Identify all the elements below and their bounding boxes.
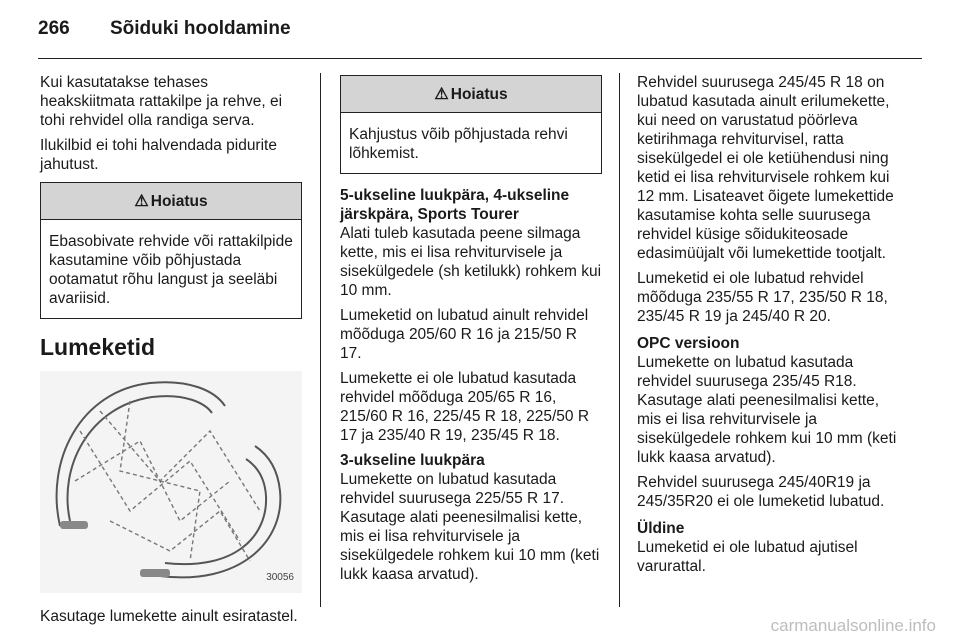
paragraph: Lumekette ei ole lubatud kasutada rehvidel mõõduga 205/65 R 16, 215/60 R 16, 225/45 R 18, 225/50 R 17 ja 235/40 R 19, 235/45 R 18. [340, 370, 590, 444]
column-divider [619, 73, 620, 607]
warning-box [340, 75, 602, 174]
warning-title: Hoiatus [150, 192, 208, 210]
warning-box [40, 182, 302, 319]
snow-chain-figure [40, 371, 302, 593]
column-3 [637, 73, 905, 582]
paragraph: Lumekette on lubatud kasutada rehvidel suurusega 235/45 R18. Kasutage alati peenesilmalisi kette, mis ei lisa rehviturvisele ja sisekülgedele rohkem kui 10 mm (keti lukk kaasa arvatud). [637, 354, 897, 466]
page-number: 266 [38, 18, 70, 39]
chain-link-d [110, 511, 250, 561]
paragraph: Lumeketid ei ole lubatud ajutisel varurattal. [637, 539, 858, 575]
column-1 [40, 73, 302, 632]
warning-icon: ⚠ [134, 192, 149, 210]
tensioner-right [140, 569, 170, 577]
chain-link-a [80, 431, 240, 541]
figure-number: 30056 [266, 572, 294, 583]
paragraph: Lumeketid ei ole lubatud rehvidel mõõduga 235/55 R 17, 235/50 R 18, 235/45 R 19 ja 245/40 R 20. [637, 270, 888, 325]
paragraph: Lumekette on lubatud kasutada rehvidel suurusega 225/55 R 17. Kasutage alati peenesilmalisi kette, mis ei lisa rehviturvisele ja sisekülgedele rohkem kui 10 mm (keti lukk kaasa arvatud). [340, 471, 600, 583]
paragraph: Kui kasutatakse tehases heakskiitmata rattakilpe ja rehve, ei tohi rehvidel olla randiga serva. [40, 74, 283, 129]
warning-header [341, 76, 601, 113]
page-title: Sõiduki hooldamine [110, 18, 291, 39]
warning-title: Hoiatus [450, 85, 508, 103]
figure-caption: Kasutage lumekette ainult esiratastel. [40, 608, 298, 625]
warning-icon: ⚠ [434, 85, 449, 103]
subsection-title: 3-ukseline luukpära [340, 452, 485, 469]
watermark: carmanualsonline.info [770, 616, 936, 635]
paragraph: Rehvidel suurusega 245/45 R 18 on lubatud kasutada ainult erilumekette, kui need on varustatud pöörleva ketirihmaga rehviturvisel, ratta sisekülgedel ei ole ketiühendusi ning ketid ei lisa rehviturvisele rohkem kui 12 mm. Lisateavet õigete lumekettide kasutamise kohta selle suurusega rehvidel küsige sõidukiteosade edasimüüjalt või lumekettide tootjalt. [637, 74, 894, 262]
chain-link-c [75, 441, 230, 521]
warning-text: Kahjustus võib põhjustada rehvi lõhkemist. [349, 126, 568, 162]
warning-header [41, 183, 301, 220]
column-2 [340, 73, 602, 590]
subsection-title: Üldine [637, 520, 685, 537]
paragraph: Alati tuleb kasutada peene silmaga kette, mis ei lisa rehviturvisele ja sisekülgedele (sh ketilukk) rohkem kui 10 mm. [340, 225, 602, 299]
chain-link-b [100, 411, 260, 511]
warning-text: Ebasobivate rehvide või rattakilpide kasutamine võib põhjustada ootamatut rõhu langust ja seeläbi avariisid. [49, 233, 293, 307]
subsection-title: 5-ukseline luukpära, 4-ukseline järskpära, Sports Tourer [340, 187, 570, 223]
subsection-title: OPC versioon [637, 335, 740, 352]
paragraph: Rehvidel suurusega 245/40R19 ja 245/35R20 ei ole lumeketid lubatud. [637, 474, 885, 510]
column-divider [320, 73, 321, 607]
header-rule [38, 58, 922, 59]
snow-chain-illustration [40, 371, 302, 593]
chain-outer-ring-right [160, 446, 280, 577]
chain-inner-ring-right [165, 459, 266, 564]
page-header [38, 18, 291, 40]
tensioner-left [60, 521, 88, 529]
paragraph: Lumeketid on lubatud ainult rehvidel mõõduga 205/60 R 16 ja 215/50 R 17. [340, 307, 589, 362]
paragraph: Ilukilbid ei tohi halvendada pidurite jahutust. [40, 137, 277, 173]
section-heading: Lumeketid [40, 334, 156, 360]
